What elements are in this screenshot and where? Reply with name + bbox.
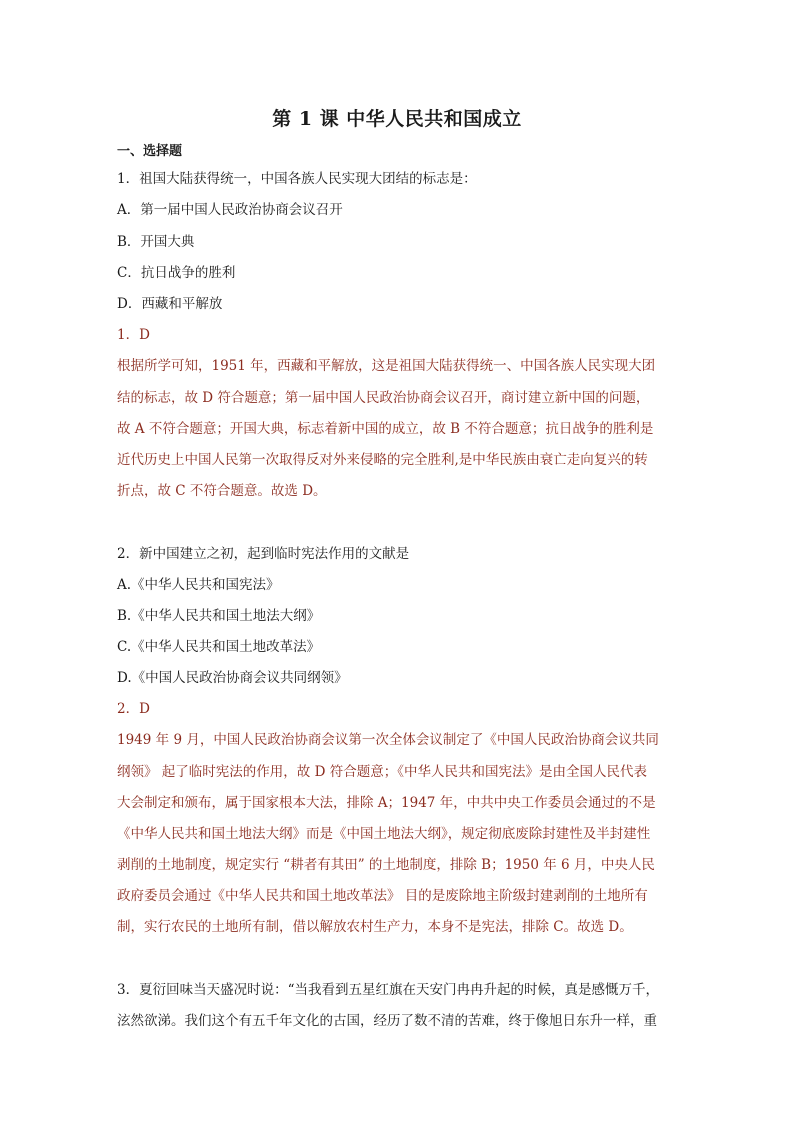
question-2-explanation-line: 政府委员会通过《中华人民共和国土地改革法》 目的是废除地主阶级封建剥削的土地所有 xyxy=(117,888,648,904)
question-1-explanation-line: 近代历史上中国人民第一次取得反对外来侵略的完全胜利,是中华民族由衰亡走向复兴的转 xyxy=(117,452,648,468)
question-1-explanation-line: 根据所学可知，1951 年，西藏和平解放，这是祖国大陆获得统一、中国各族人民实现大团 xyxy=(117,358,656,374)
section-heading: 一、选择题 xyxy=(117,144,183,159)
question-2-option-a: A.《中华人民共和国宪法》 xyxy=(117,577,280,593)
question-2-explanation-line: 剥削的土地制度，规定实行 “耕者有其田” 的土地制度，排除 B；1950 年 6 月，中央人民 xyxy=(117,857,655,873)
question-1-answer: 1．D xyxy=(117,327,150,343)
question-1-explanation-line: 折点，故 C 不符合题意。故选 D。 xyxy=(117,483,327,499)
question-2-option-b: B.《中华人民共和国土地法大纲》 xyxy=(117,608,321,624)
question-1-option-c: C．抗日战争的胜利 xyxy=(117,265,236,281)
question-1-option-d: D．西藏和平解放 xyxy=(117,296,223,312)
question-2-explanation-line: 1949 年 9 月，中国人民政治协商会议第一次全体会议制定了《中国人民政治协商会议共同 xyxy=(117,732,659,748)
question-3-stem-line: 泫然欲涕。我们这个有五千年文化的古国，经历了数不清的苦难，终于像旭日东升一样，重 xyxy=(117,1013,657,1029)
question-2-option-d: D.《中国人民政治协商会议共同纲领》 xyxy=(117,670,348,686)
question-2-option-c: C.《中华人民共和国土地改革法》 xyxy=(117,639,321,655)
question-2-explanation-line: 《中华人民共和国土地法大纲》而是《中国土地法大纲》，规定彻底废除封建性及半封建性 xyxy=(117,826,651,842)
question-1-stem: 1．祖国大陆获得统一，中国各族人民实现大团结的标志是： xyxy=(117,171,477,187)
question-1-explanation-line: 故 A 不符合题意；开国大典，标志着新中国的成立，故 B 不符合题意；抗日战争的胜利是 xyxy=(117,421,654,437)
question-2-stem: 2．新中国建立之初，起到临时宪法作用的文献是 xyxy=(117,546,410,562)
question-3-stem-line: 3．夏衍回味当天盛况时说：“当我看到五星红旗在天安门冉冉升起的时候，真是感慨万千， xyxy=(117,982,659,998)
question-2-explanation-line: 纲领》 起了临时宪法的作用，故 D 符合题意；《中华人民共和国宪法》是由全国人民代表 xyxy=(117,764,647,780)
question-2-explanation-line: 大会制定和颁布，属于国家根本大法，排除 A；1947 年，中共中央工作委员会通过的不是 xyxy=(117,795,656,811)
question-1-option-a: A．第一届中国人民政治协商会议召开 xyxy=(117,202,343,218)
question-1-explanation-line: 结的标志，故 D 符合题意；第一届中国人民政治协商会议召开，商讨建立新中国的问题， xyxy=(117,390,650,406)
question-2-answer: 2．D xyxy=(117,701,150,717)
question-1-option-b: B．开国大典 xyxy=(117,234,195,250)
question-2-explanation-line: 制，实行农民的土地所有制，借以解放农村生产力，本身不是宪法，排除 C。故选 D。 xyxy=(117,919,633,935)
page-title: 第 1 课 中华人民共和国成立 xyxy=(272,108,522,130)
